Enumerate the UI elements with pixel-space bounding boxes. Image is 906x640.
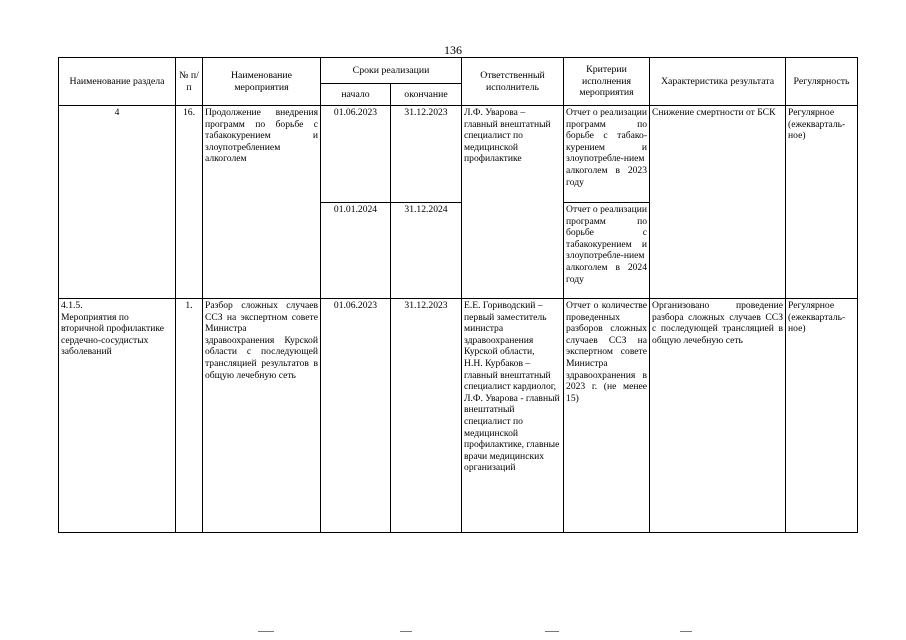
start-date-cell: 01.01.2024	[321, 203, 391, 299]
event-cell: Продолжение внедрения программ по борьбе с табакокурением и злоупотреблением алкоголем	[203, 106, 321, 299]
result-cell: Снижение смертности от БСК	[650, 106, 786, 299]
section-cell: 4.1.5. Мероприятия по вторичной профилактике сердечно-сосудистых заболеваний	[59, 299, 176, 533]
table-row	[59, 299, 858, 533]
executor-cell: Е.Е. Гориводский – первый заместитель министра здравоохранения Курской области, Н.Н. Курбаков – главный внештатный специалист кардиолог, Л.Ф. Уварова - главный внештатный специалист по медицинской профилактике, главные врачи медицинских организаций	[462, 299, 564, 533]
scan-artifact	[258, 631, 274, 632]
regularity-cell: Регулярное (ежекварталь-ное)	[786, 106, 858, 299]
criteria-cell: Отчет о реализации программ по борьбе с табако-курением и злоупотребле-нием алкоголем в 2023 году	[564, 106, 650, 203]
scan-artifact	[680, 631, 692, 632]
header-end: окончание	[391, 84, 462, 106]
scan-artifact	[400, 631, 412, 632]
header-result: Характеристика результата	[650, 58, 786, 106]
header-number: № п/п	[176, 58, 203, 106]
header-criteria: Критерии исполнения мероприятия	[564, 58, 650, 106]
page-number: 136	[444, 43, 462, 57]
start-date-cell: 01.06.2023	[321, 106, 391, 203]
table-row	[59, 106, 858, 203]
section-cell: 4	[59, 106, 176, 299]
header-event-name: Наименование мероприятия	[203, 58, 321, 106]
end-date-cell: 31.12.2023	[391, 299, 462, 533]
end-date-cell: 31.12.2023	[391, 106, 462, 203]
number-cell: 16.	[176, 106, 203, 299]
events-table	[58, 57, 858, 533]
scan-artifact	[545, 631, 559, 632]
header-section-name: Наименование раздела	[59, 58, 176, 106]
end-date-cell: 31.12.2024	[391, 203, 462, 299]
regularity-cell: Регулярное (ежекварталь-ное)	[786, 299, 858, 533]
header-regularity: Регулярность	[786, 58, 858, 106]
number-cell: 1.	[176, 299, 203, 533]
executor-cell: Л.Ф. Уварова – главный внештатный специалист по медицинской профилактике	[462, 106, 564, 299]
event-cell: Разбор сложных случаев ССЗ на экспертном совете Министра здравоохранения Курской области с последующей трансляцией результатов в общую лечебную сеть	[203, 299, 321, 533]
criteria-cell: Отчет о количестве проведенных разборов сложных случаев ССЗ на экспертном совете Министра здравоохранения в 2023 г. (не менее 15)	[564, 299, 650, 533]
header-terms: Сроки реализации	[321, 58, 462, 84]
start-date-cell: 01.06.2023	[321, 299, 391, 533]
header-start: начало	[321, 84, 391, 106]
criteria-cell: Отчет о реализации программ по борьбе с табакокурением и злоупотребле-нием алкоголем в 2024 году	[564, 203, 650, 299]
header-row-1	[59, 58, 858, 84]
header-executor: Ответственный исполнитель	[462, 58, 564, 106]
result-cell: Организовано проведение разбора сложных случаев ССЗ с последующей трансляцией в общую лечебную сеть	[650, 299, 786, 533]
